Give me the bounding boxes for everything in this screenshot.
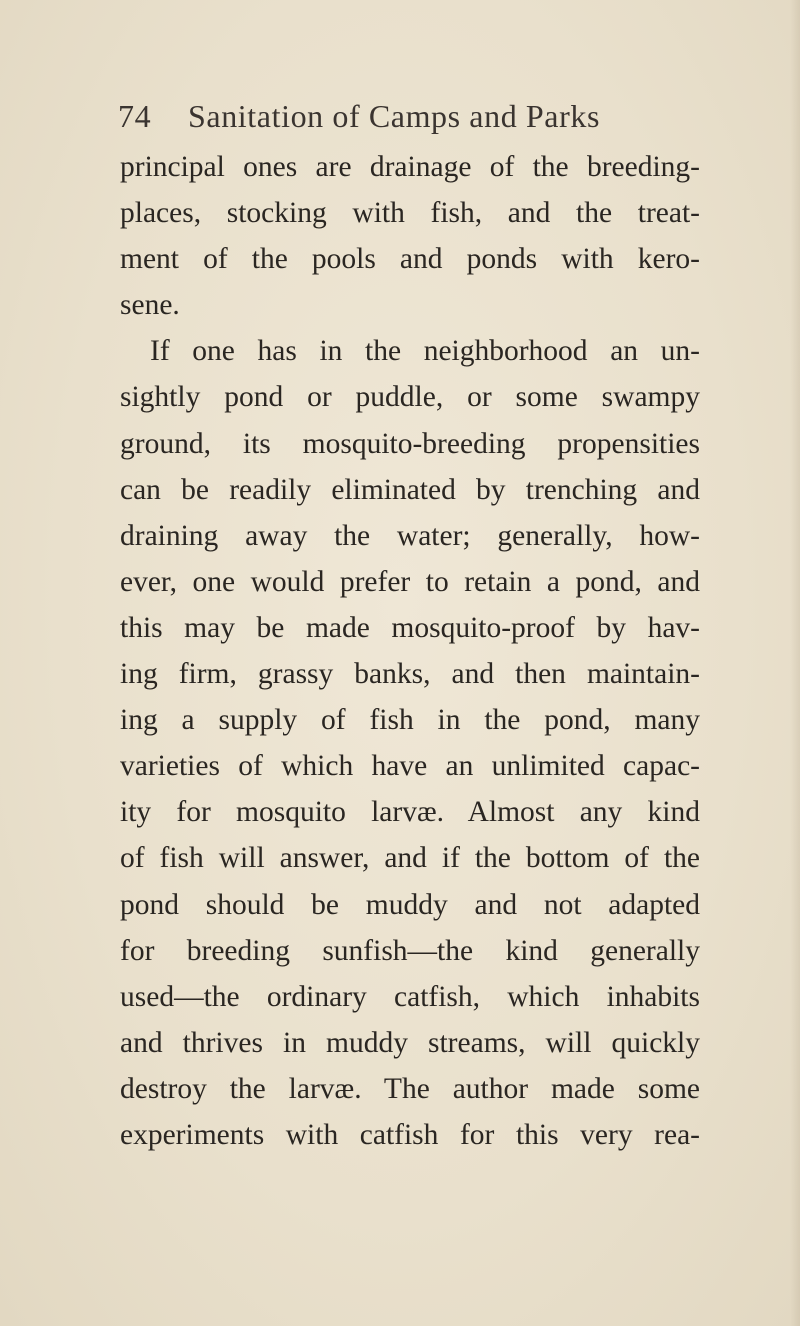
text-line: this may be made mosquito-proof by hav- [120, 611, 700, 644]
text-line: ment of the pools and ponds with kero- [120, 243, 700, 276]
text-line: ing a supply of fish in the pond, many [120, 704, 700, 737]
text-line: experiments with catfish for this very rea- [120, 1118, 700, 1151]
page-number: 74 [118, 98, 152, 134]
text-line: destroy the larvæ. The author made some [120, 1072, 700, 1105]
running-head [118, 98, 678, 146]
text-line: ever, one would prefer to retain a pond, and [120, 565, 700, 598]
text-line: ground, its mosquito-breeding propensities [120, 427, 700, 460]
text-line: pond should be muddy and not adapted [120, 888, 700, 921]
text-line: for breeding sunfish—the kind generally [120, 934, 700, 967]
text-line: can be readily eliminated by trenching and [120, 473, 700, 506]
paragraph-first-line: If one has in the neighborhood an un- [150, 335, 700, 368]
body-text [120, 144, 700, 1158]
running-head-title: Sanitation of Camps and Parks [188, 98, 601, 134]
text-line: draining away the water; generally, how- [120, 519, 700, 552]
text-line: principal ones are drainage of the breeding- [120, 151, 700, 183]
text-line: ing firm, grassy banks, and then maintain- [120, 658, 700, 691]
text-line: of fish will answer, and if the bottom of the [120, 842, 700, 875]
text-line: used—the ordinary catfish, which inhabits [120, 980, 700, 1013]
text-line: ity for mosquito larvæ. Almost any kind [120, 796, 700, 829]
text-line: sightly pond or puddle, or some swampy [120, 381, 700, 414]
text-line: sene. [120, 289, 180, 322]
page-edge-shading [790, 0, 800, 1326]
text-line: and thrives in muddy streams, will quickly [120, 1026, 700, 1059]
text-line: places, stocking with fish, and the treat- [120, 197, 700, 230]
text-line: varieties of which have an unlimited capac- [120, 750, 700, 783]
